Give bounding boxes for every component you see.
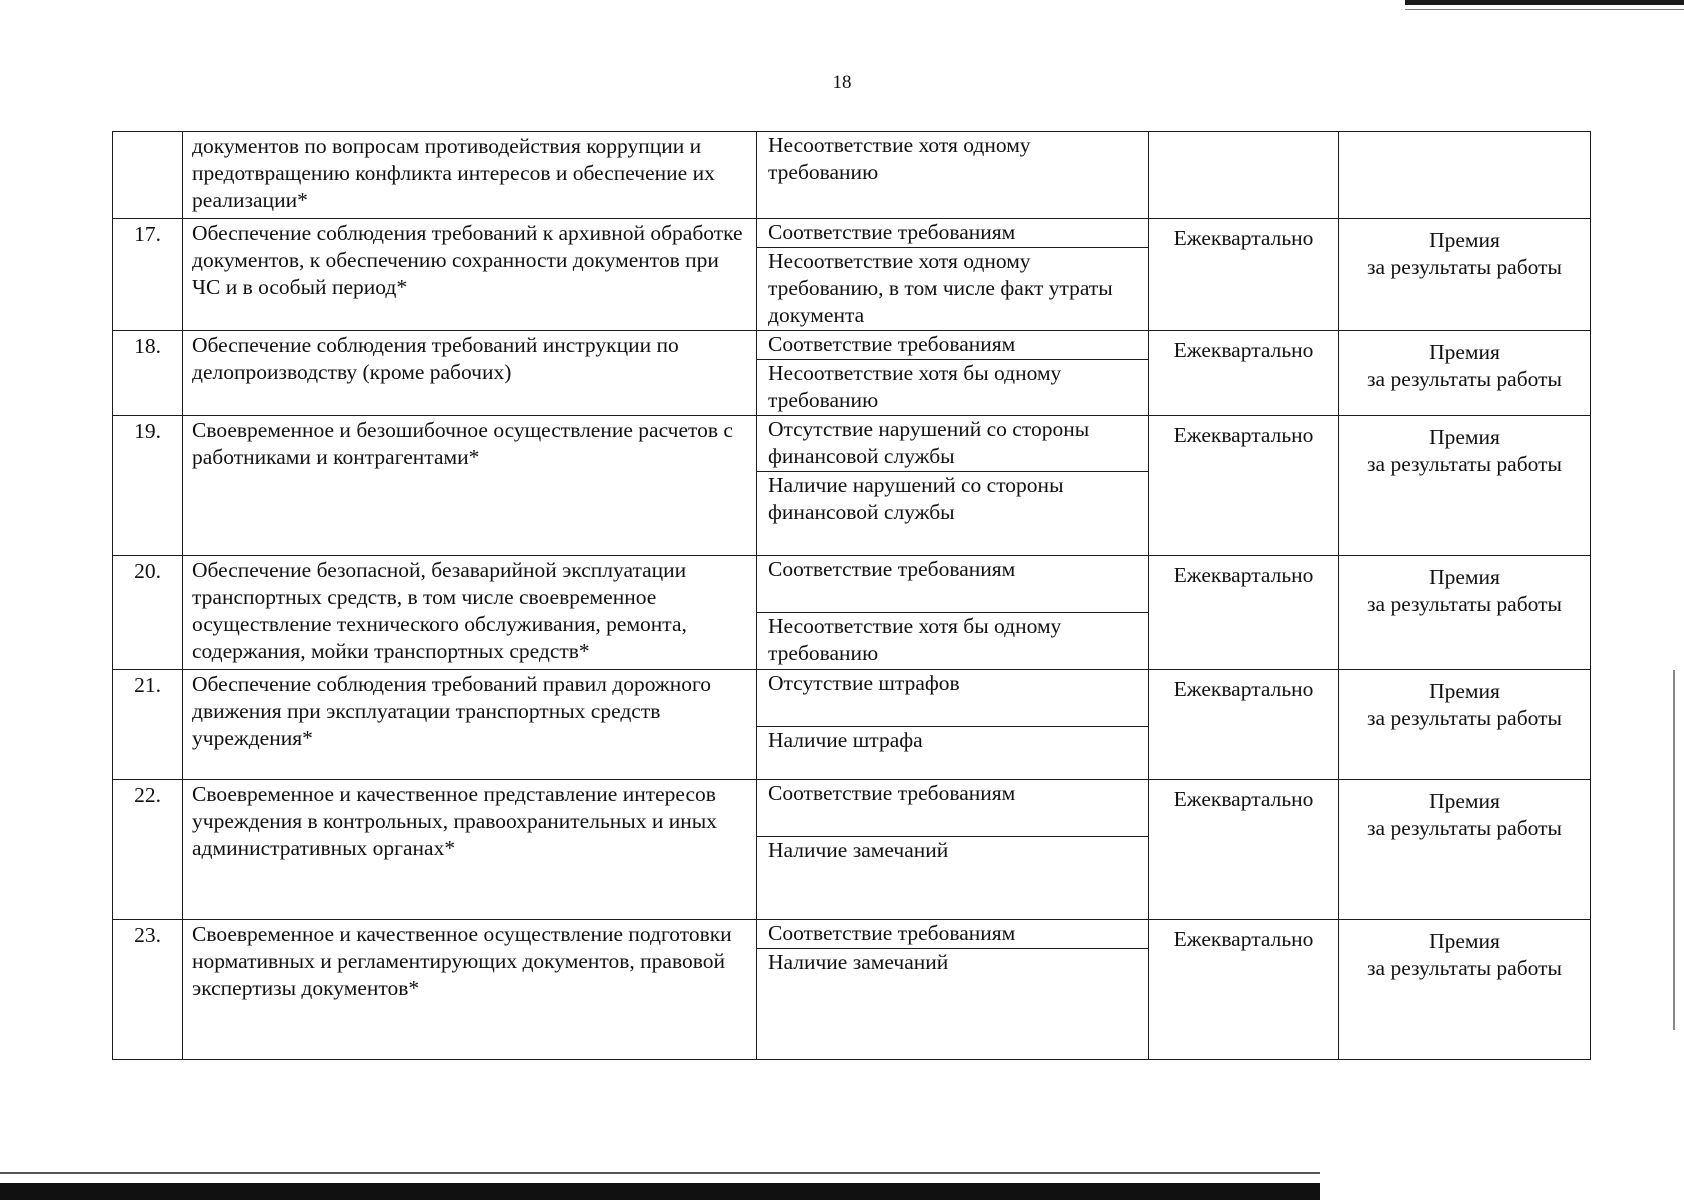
row-number	[113, 132, 183, 219]
criterion-conditions	[757, 670, 1149, 780]
criterion-conditions	[757, 920, 1149, 1060]
reward-cell	[1339, 670, 1591, 780]
condition-text: Наличие замечаний	[757, 948, 1148, 977]
condition-text: Наличие штрафа	[757, 726, 1148, 755]
table-row	[113, 132, 1591, 219]
condition-text: Отсутствие штрафов	[768, 671, 960, 695]
table-row	[113, 416, 1591, 556]
scan-edge-top-thin	[1405, 9, 1684, 10]
row-number: 17.	[113, 219, 183, 331]
condition-text: Несоответствие хотя одному требованию, в том числе факт утраты документа	[757, 247, 1148, 330]
reward-title: Премия	[1429, 340, 1500, 364]
reward-title: Премия	[1429, 425, 1500, 449]
table-row	[113, 670, 1591, 780]
reward-subtitle: за результаты работы	[1367, 816, 1562, 840]
scan-edge-top	[1405, 0, 1684, 5]
criterion-conditions	[757, 219, 1149, 331]
reward-title: Премия	[1429, 228, 1500, 252]
reward-cell	[1339, 331, 1591, 416]
reward-subtitle: за результаты работы	[1367, 706, 1562, 730]
table-row	[113, 331, 1591, 416]
criterion-conditions	[757, 416, 1149, 556]
criterion-description: Своевременное и безошибочное осуществление расчетов с работниками и контрагентами*	[183, 416, 757, 556]
condition-text: Соответствие требованиям	[768, 220, 1016, 244]
assessment-period: Ежеквартально	[1149, 416, 1339, 556]
row-number: 21.	[113, 670, 183, 780]
reward-title: Премия	[1429, 679, 1500, 703]
criterion-description: Обеспечение соблюдения требований правил дорожного движения при эксплуатации транспортных средств учреждения*	[183, 670, 757, 780]
row-number: 20.	[113, 556, 183, 670]
row-number: 19.	[113, 416, 183, 556]
reward-title: Премия	[1429, 929, 1500, 953]
assessment-period: Ежеквартально	[1149, 920, 1339, 1060]
row-number: 22.	[113, 780, 183, 920]
reward-cell	[1339, 416, 1591, 556]
criterion-conditions	[757, 132, 1149, 219]
criterion-description: Своевременное и качественное представление интересов учреждения в контрольных, правоохранительных и иных административных органах*	[183, 780, 757, 920]
assessment-period: Ежеквартально	[1149, 556, 1339, 670]
assessment-period: Ежеквартально	[1149, 219, 1339, 331]
reward-cell	[1339, 920, 1591, 1060]
scan-edge-bottom-thin	[0, 1172, 1320, 1174]
reward-title: Премия	[1429, 565, 1500, 589]
criteria-table	[112, 131, 1591, 1060]
condition-text: Наличие нарушений со стороны финансовой службы	[757, 471, 1148, 527]
assessment-period: Ежеквартально	[1149, 331, 1339, 416]
condition-text: Соответствие требованиям	[768, 557, 1016, 581]
table-row	[113, 780, 1591, 920]
assessment-period: Ежеквартально	[1149, 670, 1339, 780]
scan-edge-bottom	[0, 1183, 1320, 1200]
reward-cell	[1339, 780, 1591, 920]
reward-subtitle: за результаты работы	[1367, 367, 1562, 391]
page-number: 18	[832, 72, 852, 93]
scan-edge-right	[1673, 670, 1675, 1030]
condition-text: Соответствие требованиям	[768, 921, 1016, 945]
reward-cell	[1339, 132, 1591, 219]
condition-text: Несоответствие хотя одному требованию	[768, 133, 1031, 184]
criterion-conditions	[757, 556, 1149, 670]
reward-cell	[1339, 219, 1591, 331]
reward-subtitle: за результаты работы	[1367, 956, 1562, 980]
criterion-conditions	[757, 331, 1149, 416]
table-row	[113, 219, 1591, 331]
reward-title: Премия	[1429, 789, 1500, 813]
row-number: 18.	[113, 331, 183, 416]
condition-text: Наличие замечаний	[757, 836, 1148, 865]
criterion-description: Обеспечение соблюдения требований к архивной обработке документов, к обеспечению сохранности документов при ЧС и в особый период*	[183, 219, 757, 331]
condition-text: Соответствие требованиям	[768, 781, 1016, 805]
condition-text: Несоответствие хотя бы одному требованию	[757, 612, 1148, 668]
criterion-description: документов по вопросам противодействия коррупции и предотвращению конфликта интересов и обеспечение их реализации*	[183, 132, 757, 219]
criterion-description: Обеспечение соблюдения требований инструкции по делопроизводству (кроме рабочих)	[183, 331, 757, 416]
assessment-period	[1149, 132, 1339, 219]
condition-text: Соответствие требованиям	[768, 332, 1016, 356]
condition-text: Несоответствие хотя бы одному требованию	[757, 359, 1148, 415]
criterion-description: Обеспечение безопасной, безаварийной эксплуатации транспортных средств, в том числе своевременное осуществление технического обслуживания, ремонта, содержания, мойки транспортных средств*	[183, 556, 757, 670]
criterion-conditions	[757, 780, 1149, 920]
reward-cell	[1339, 556, 1591, 670]
table-row	[113, 920, 1591, 1060]
reward-subtitle: за результаты работы	[1367, 592, 1562, 616]
row-number: 23.	[113, 920, 183, 1060]
table-row	[113, 556, 1591, 670]
assessment-period: Ежеквартально	[1149, 780, 1339, 920]
reward-subtitle: за результаты работы	[1367, 255, 1562, 279]
condition-text: Отсутствие нарушений со стороны финансовой службы	[768, 417, 1090, 468]
reward-subtitle: за результаты работы	[1367, 452, 1562, 476]
criterion-description: Своевременное и качественное осуществление подготовки нормативных и регламентирующих документов, правовой экспертизы документов*	[183, 920, 757, 1060]
